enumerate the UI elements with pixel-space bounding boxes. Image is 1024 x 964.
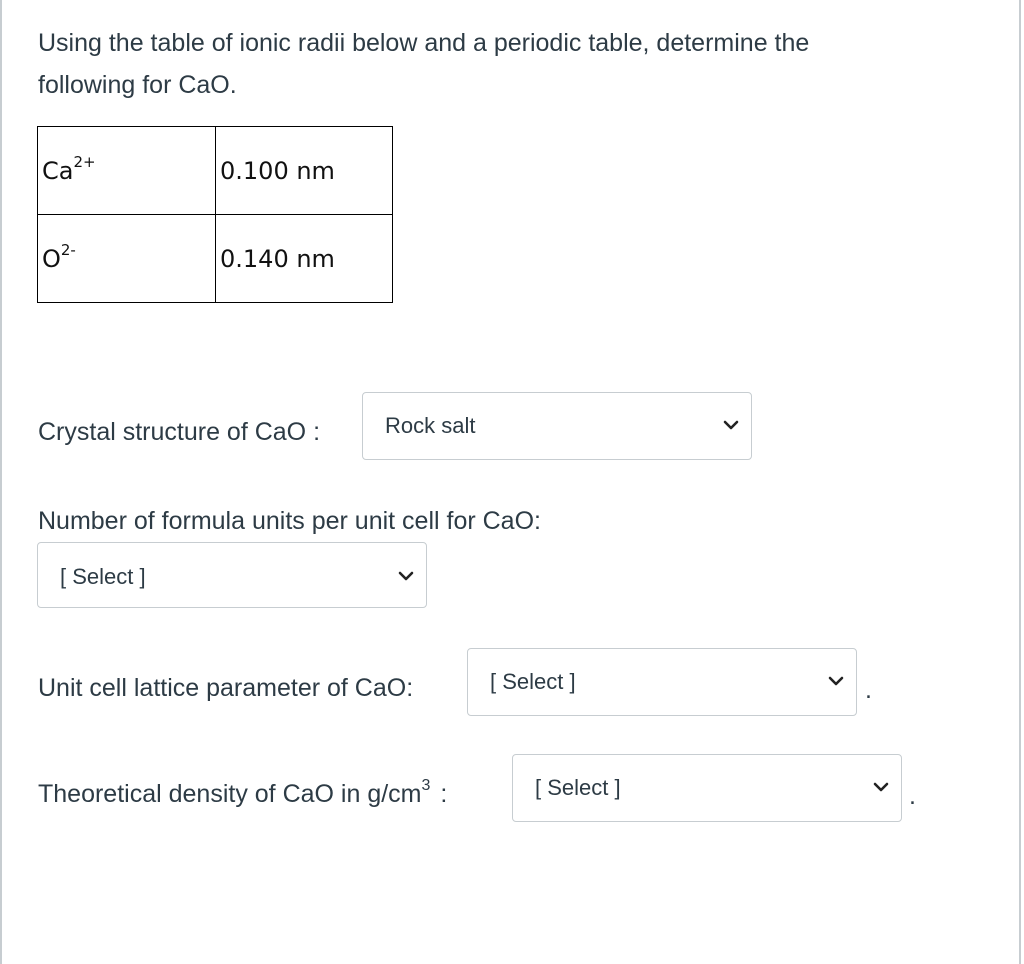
select-value: Rock salt bbox=[385, 413, 476, 438]
density-period: . bbox=[909, 782, 916, 810]
ion-charge: 2- bbox=[60, 241, 76, 259]
table-row bbox=[38, 215, 393, 303]
formula-units-select[interactable] bbox=[37, 542, 427, 608]
radius-cell bbox=[216, 127, 393, 215]
lattice-parameter-label: Unit cell lattice parameter of CaO: bbox=[38, 674, 414, 702]
prompt-line-1: Using the table of ionic radii below and a periodic table, determine the bbox=[38, 29, 810, 57]
radius-cell bbox=[216, 215, 393, 303]
select-value: [ Select ] bbox=[490, 669, 576, 694]
select-value: [ Select ] bbox=[60, 564, 146, 589]
density-label-text: Theoretical density of CaO in g/cm bbox=[38, 780, 422, 808]
crystal-structure-select[interactable] bbox=[362, 392, 752, 460]
ion-charge: 2+ bbox=[73, 153, 96, 171]
chevron-down-icon bbox=[828, 675, 844, 687]
formula-units-label: Number of formula units per unit cell for CaO: bbox=[38, 507, 541, 535]
select-value: [ Select ] bbox=[535, 775, 621, 800]
table-row bbox=[38, 127, 393, 215]
chevron-down-icon bbox=[398, 570, 414, 582]
chevron-down-icon bbox=[873, 781, 889, 793]
crystal-structure-label: Crystal structure of CaO : bbox=[38, 418, 321, 446]
density-label-exponent: 3 bbox=[421, 777, 431, 794]
ion-cell bbox=[38, 215, 216, 303]
ion-cell bbox=[38, 127, 216, 215]
prompt-line-2: following for CaO. bbox=[38, 71, 237, 99]
ionic-radii-table bbox=[37, 126, 393, 303]
lattice-parameter-period: . bbox=[865, 676, 872, 704]
ion-radius: 0.140 nm bbox=[220, 245, 335, 273]
density-label-colon: : bbox=[440, 780, 448, 808]
ion-symbol: Ca bbox=[42, 157, 74, 185]
lattice-parameter-select[interactable] bbox=[467, 648, 857, 716]
chevron-down-icon bbox=[723, 419, 739, 431]
ion-symbol: O bbox=[42, 245, 61, 273]
ion-radius: 0.100 nm bbox=[220, 157, 335, 185]
question-prompt bbox=[38, 22, 978, 106]
density-select[interactable] bbox=[512, 754, 902, 822]
density-label bbox=[38, 777, 448, 809]
